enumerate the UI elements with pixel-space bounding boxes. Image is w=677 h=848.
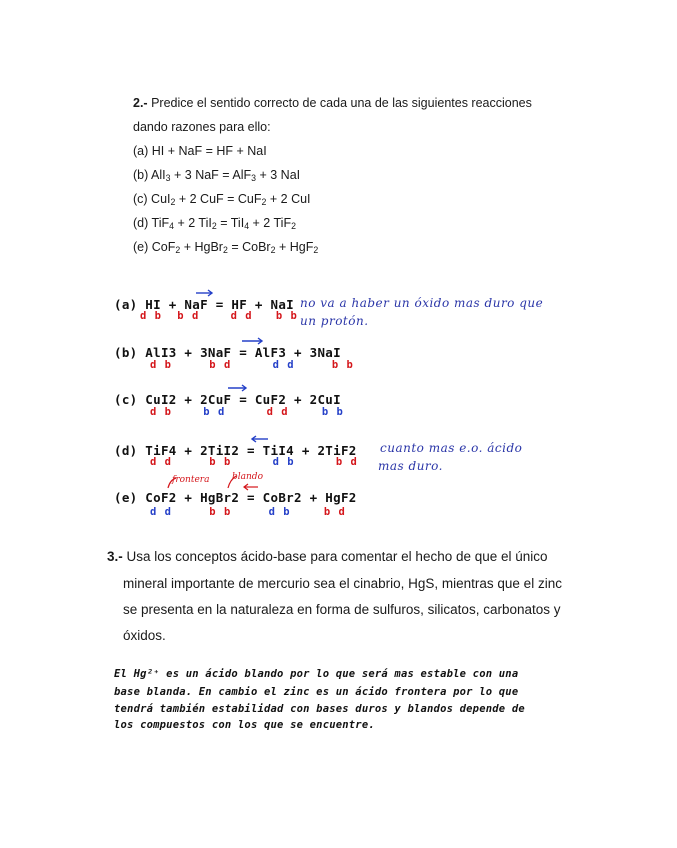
hw-eq-c: (c) CuI2 + 2CuF = CuF2 + 2CuI (114, 392, 341, 407)
q2-reaction-b: (b) AlI$_3$ + 3 NaF = AlF$_3$ + 3 NaI (133, 168, 301, 183)
q3-number: 3.- (107, 549, 123, 564)
q3-line1-text: Usa los conceptos ácido-base para comentar el hecho de que el único (126, 549, 548, 564)
arrow-b-icon (242, 338, 262, 344)
answer-line3: tendrá también estabilidad con bases duros y blandos depende de (114, 703, 525, 715)
q2-reaction-a: (a) HI + NaF = HF + NaI (133, 144, 267, 158)
q3-line4: óxidos. (123, 628, 166, 643)
q3-line1 (107, 549, 548, 564)
answer-line2: base blanda. En cambio el zinc es un ácido frontera por lo que (114, 686, 519, 698)
arrow-c-icon (228, 385, 246, 391)
q2-reaction-c: (c) CuI$_2$ + 2 CuF = CuF$_2$ + 2 CuI (133, 192, 311, 207)
q2-intro-line2: dando razones para ello: (133, 120, 271, 134)
arrow-a-icon (196, 290, 212, 296)
answer-line4: los compuestos con los que se encuentre. (114, 719, 375, 731)
hw-annotation-blando: blando (232, 472, 263, 482)
hw-labels-a: d b b d d d b b (140, 310, 298, 322)
hw-eq-b: (b) AlI3 + 3NaF = AlF3 + 3NaI (114, 345, 341, 360)
hw-labels-e: d d b b d b b d (150, 506, 346, 518)
q2-reaction-d: (d) TiF$_4$ + 2 TiI$_2$ = TiI$_4$ + 2 TiF$_2$ (133, 216, 296, 231)
arrow-d-icon (252, 436, 268, 442)
hw-eq-e: (e) CoF2 + HgBr2 = CoBr2 + HgF2 (114, 490, 357, 505)
q3-line2: mineral importante de mercurio sea el cinabrio, HgS, mientras que el zinc (123, 576, 562, 591)
q2-reaction-e: (e) CoF$_2$ + HgBr$_2$ = CoBr$_2$ + HgF$_2$ (133, 240, 319, 255)
hw-labels-c: d b b d d d b b (150, 406, 344, 418)
hw-labels-d: d d b b d b b d (150, 456, 358, 468)
hw-note-d-line2: mas duro. (378, 459, 443, 473)
hw-eq-a: (a) HI + NaF = HF + NaI (114, 297, 294, 312)
hw-note-d-line1: cuanto mas e.o. ácido (380, 441, 523, 455)
answer-line1: El Hg²⁺ es un ácido blando por lo que será mas estable con una (114, 668, 519, 680)
arrow-e-icon (168, 476, 258, 490)
hw-note-a-line1: no va a haber un óxido mas duro que (300, 296, 544, 310)
q2-number: 2.- (133, 96, 148, 110)
hw-annotation-frontera: frontera (172, 475, 210, 485)
q2-intro-text: Predice el sentido correcto de cada una de las siguientes reacciones (151, 96, 532, 110)
q3-line3: se presenta en la naturaleza en forma de sulfuros, silicatos, carbonatos y (123, 602, 561, 617)
hw-labels-b: d b b d d d b b (150, 359, 354, 371)
hw-eq-d: (d) TiF4 + 2TiI2 = TiI4 + 2TiF2 (114, 443, 357, 458)
hw-note-a-line2: un protón. (300, 314, 369, 328)
